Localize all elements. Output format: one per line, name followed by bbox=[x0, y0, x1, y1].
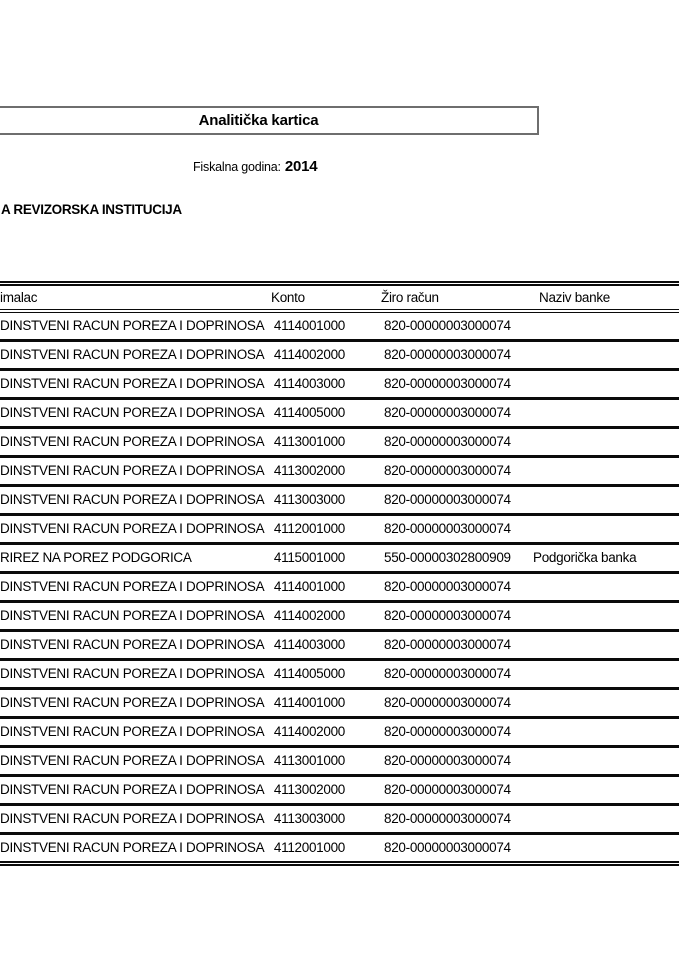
cell-ziro-racun: 820-00000003000074 bbox=[384, 318, 511, 333]
column-header-konto: Konto bbox=[271, 290, 305, 305]
accounts-table bbox=[0, 281, 679, 866]
report-title-box bbox=[0, 106, 539, 135]
table-row bbox=[0, 806, 679, 835]
table-row bbox=[0, 690, 679, 719]
cell-ziro-racun: 820-00000003000074 bbox=[384, 521, 511, 536]
cell-ziro-racun: 820-00000003000074 bbox=[384, 782, 511, 797]
cell-primalac: DINSTVENI RACUN POREZA I DOPRINOSA bbox=[0, 318, 265, 333]
cell-ziro-racun: 820-00000003000074 bbox=[384, 434, 511, 449]
cell-konto: 4112001000 bbox=[273, 840, 345, 855]
cell-primalac: DINSTVENI RACUN POREZA I DOPRINOSA bbox=[0, 811, 265, 826]
table-row bbox=[0, 632, 679, 661]
cell-konto: 4114003000 bbox=[273, 637, 345, 652]
cell-konto: 4114005000 bbox=[273, 405, 345, 420]
cell-ziro-racun: 820-00000003000074 bbox=[384, 840, 511, 855]
column-header-ziro-racun: Žiro račun bbox=[381, 290, 439, 305]
fiscal-year-label: Fiskalna godina: bbox=[193, 160, 281, 174]
cell-konto: 4114003000 bbox=[273, 376, 345, 391]
cell-konto: 4115001000 bbox=[273, 550, 345, 565]
column-header-primalac: imalac bbox=[0, 290, 38, 305]
cell-ziro-racun: 820-00000003000074 bbox=[384, 753, 511, 768]
cell-ziro-racun: 820-00000003000074 bbox=[384, 666, 511, 681]
cell-ziro-racun: 820-00000003000074 bbox=[384, 811, 511, 826]
cell-ziro-racun: 550-00000302800909 bbox=[384, 550, 511, 565]
cell-primalac: DINSTVENI RACUN POREZA I DOPRINOSA bbox=[0, 347, 265, 362]
cell-primalac: DINSTVENI RACUN POREZA I DOPRINOSA bbox=[0, 463, 265, 478]
cell-primalac: DINSTVENI RACUN POREZA I DOPRINOSA bbox=[0, 521, 265, 536]
table-row bbox=[0, 516, 679, 545]
cell-naziv-banke: Podgorička banka bbox=[533, 550, 637, 565]
cell-ziro-racun: 820-00000003000074 bbox=[384, 405, 511, 420]
table-row bbox=[0, 371, 679, 400]
cell-ziro-racun: 820-00000003000074 bbox=[384, 579, 511, 594]
table-row bbox=[0, 603, 679, 632]
table-row bbox=[0, 342, 679, 371]
cell-ziro-racun: 820-00000003000074 bbox=[384, 492, 511, 507]
page-title: Analitička kartica bbox=[198, 112, 319, 129]
table-row bbox=[0, 400, 679, 429]
table-row bbox=[0, 661, 679, 690]
cell-primalac: DINSTVENI RACUN POREZA I DOPRINOSA bbox=[0, 666, 265, 681]
cell-konto: 4114002000 bbox=[273, 724, 345, 739]
cell-primalac: DINSTVENI RACUN POREZA I DOPRINOSA bbox=[0, 695, 265, 710]
cell-primalac: DINSTVENI RACUN POREZA I DOPRINOSA bbox=[0, 637, 265, 652]
cell-ziro-racun: 820-00000003000074 bbox=[384, 347, 511, 362]
table-row bbox=[0, 835, 679, 866]
table-row bbox=[0, 545, 679, 574]
table-header-row bbox=[0, 286, 679, 313]
cell-primalac: DINSTVENI RACUN POREZA I DOPRINOSA bbox=[0, 376, 265, 391]
cell-primalac: DINSTVENI RACUN POREZA I DOPRINOSA bbox=[0, 579, 265, 594]
cell-konto: 4114001000 bbox=[273, 579, 345, 594]
fiscal-year-line bbox=[193, 158, 317, 175]
cell-primalac: DINSTVENI RACUN POREZA I DOPRINOSA bbox=[0, 405, 265, 420]
cell-konto: 4113001000 bbox=[273, 753, 345, 768]
cell-ziro-racun: 820-00000003000074 bbox=[384, 608, 511, 623]
institution-name: A REVIZORSKA INSTITUCIJA bbox=[1, 202, 182, 217]
table-row bbox=[0, 748, 679, 777]
cell-konto: 4114001000 bbox=[273, 318, 345, 333]
cell-ziro-racun: 820-00000003000074 bbox=[384, 637, 511, 652]
table-row bbox=[0, 313, 679, 342]
table-row bbox=[0, 429, 679, 458]
cell-konto: 4114001000 bbox=[273, 695, 345, 710]
cell-konto: 4113001000 bbox=[273, 434, 345, 449]
cell-konto: 4112001000 bbox=[273, 521, 345, 536]
cell-primalac: RIREZ NA POREZ PODGORICA bbox=[0, 550, 192, 565]
cell-konto: 4113003000 bbox=[273, 811, 345, 826]
cell-primalac: DINSTVENI RACUN POREZA I DOPRINOSA bbox=[0, 724, 265, 739]
table-body bbox=[0, 313, 679, 866]
table-row bbox=[0, 458, 679, 487]
cell-ziro-racun: 820-00000003000074 bbox=[384, 376, 511, 391]
table-row bbox=[0, 574, 679, 603]
cell-konto: 4113003000 bbox=[273, 492, 345, 507]
cell-konto: 4114002000 bbox=[273, 347, 345, 362]
cell-primalac: DINSTVENI RACUN POREZA I DOPRINOSA bbox=[0, 753, 265, 768]
cell-konto: 4114005000 bbox=[273, 666, 345, 681]
table-row bbox=[0, 719, 679, 748]
table-row bbox=[0, 487, 679, 516]
cell-ziro-racun: 820-00000003000074 bbox=[384, 695, 511, 710]
column-header-naziv-banke: Naziv banke bbox=[539, 290, 610, 305]
fiscal-year-value: 2014 bbox=[284, 158, 318, 175]
cell-primalac: DINSTVENI RACUN POREZA I DOPRINOSA bbox=[0, 492, 265, 507]
table-row bbox=[0, 777, 679, 806]
cell-konto: 4114002000 bbox=[273, 608, 345, 623]
cell-primalac: DINSTVENI RACUN POREZA I DOPRINOSA bbox=[0, 840, 265, 855]
cell-primalac: DINSTVENI RACUN POREZA I DOPRINOSA bbox=[0, 608, 265, 623]
cell-ziro-racun: 820-00000003000074 bbox=[384, 463, 511, 478]
cell-primalac: DINSTVENI RACUN POREZA I DOPRINOSA bbox=[0, 434, 265, 449]
cell-ziro-racun: 820-00000003000074 bbox=[384, 724, 511, 739]
cell-primalac: DINSTVENI RACUN POREZA I DOPRINOSA bbox=[0, 782, 265, 797]
cell-konto: 4113002000 bbox=[273, 463, 345, 478]
cell-konto: 4113002000 bbox=[273, 782, 345, 797]
